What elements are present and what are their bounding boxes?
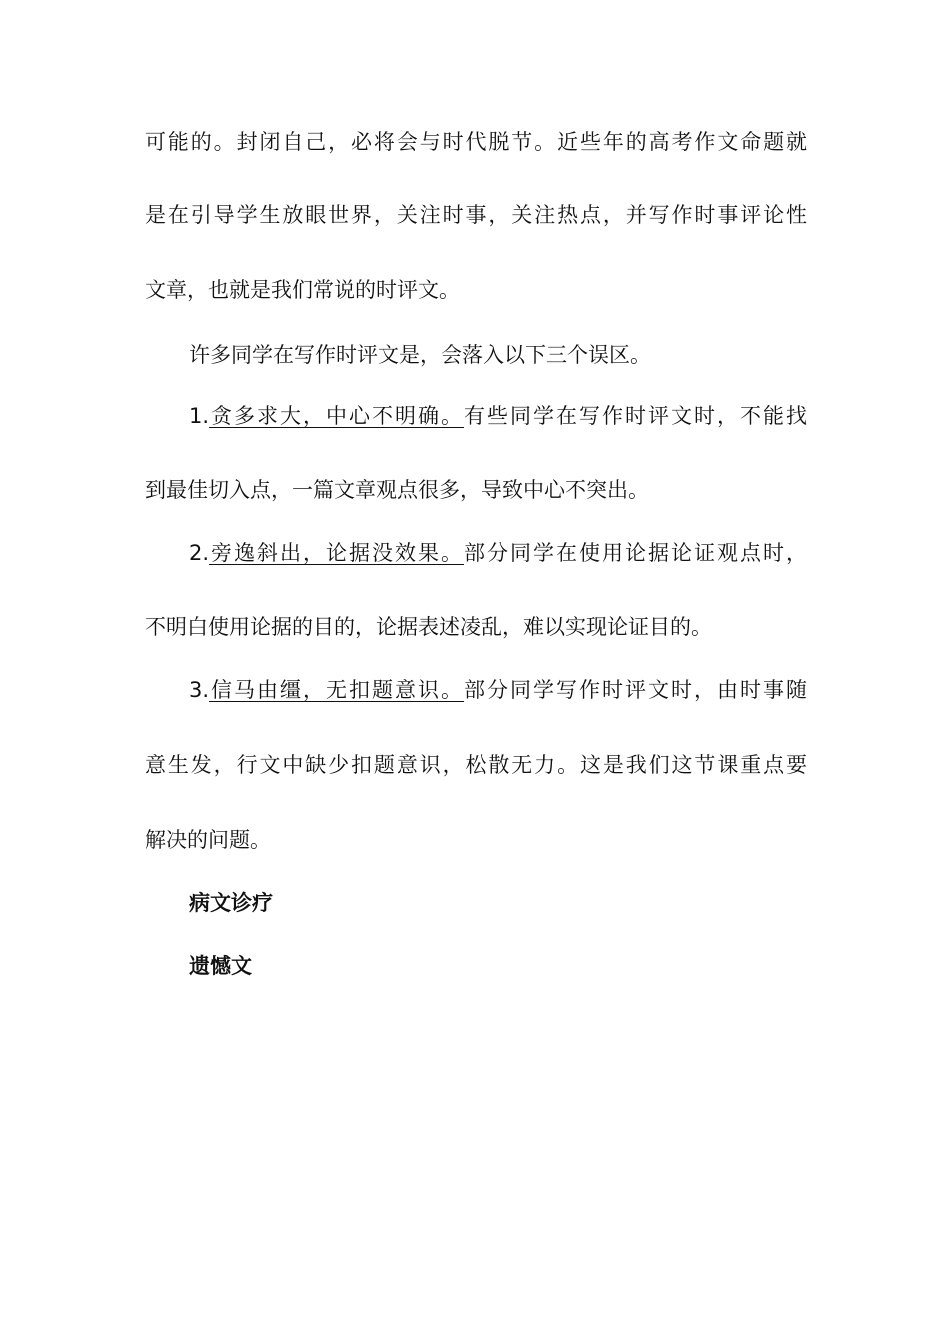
item-3 (189, 676, 807, 704)
item-1 (189, 402, 807, 430)
item-text: 有些同学在写作时评文时，不能找 (464, 404, 808, 428)
item-title: 信马由缰，无扣题意识。 (209, 678, 465, 702)
intro-paragraph: 许多同学在写作时评文是，会落入以下三个误区。 (189, 343, 651, 367)
item-continuation: 解决的问题。 (145, 828, 271, 852)
item-continuation: 到最佳切入点，一篇文章观点很多，导致中心不突出。 (145, 478, 649, 502)
item-2 (189, 539, 807, 567)
item-continuation: 意生发，行文中缺少扣题意识，松散无力。这是我们这节课重点要 (145, 753, 807, 777)
item-number: 1. (189, 404, 210, 428)
item-continuation: 不明白使用论据的目的，论据表述凌乱，难以实现论证目的。 (145, 615, 712, 639)
item-number: 2. (189, 541, 210, 565)
item-title: 旁逸斜出，论据没效果。 (209, 541, 465, 565)
paragraph-line: 可能的。封闭自己，必将会与时代脱节。近些年的高考作文命题就 (145, 130, 807, 154)
section-heading: 病文诊疗 (189, 891, 273, 915)
section-heading: 遗憾文 (189, 954, 252, 978)
item-text: 部分同学在使用论据论证观点时， (464, 541, 808, 565)
paragraph-line: 文章，也就是我们常说的时评文。 (145, 278, 460, 302)
item-title: 贪多求大，中心不明确。 (209, 404, 465, 428)
item-number: 3. (189, 678, 210, 702)
paragraph-line: 是在引导学生放眼世界，关注时事，关注热点，并写作时事评论性 (145, 203, 807, 227)
item-text: 部分同学写作时评文时，由时事随 (464, 678, 808, 702)
